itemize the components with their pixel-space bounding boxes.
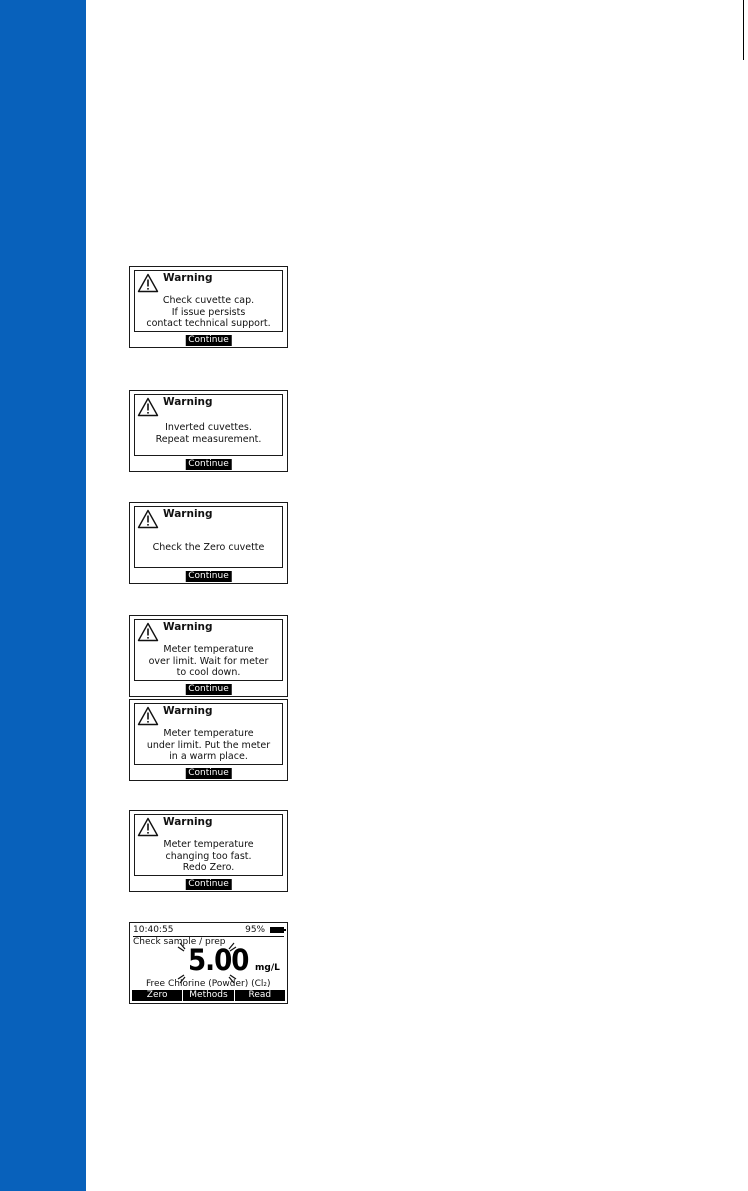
message-line: in a warm place.	[169, 751, 248, 762]
warning-triangle-icon	[137, 509, 159, 529]
message-line: under limit. Put the meter	[146, 739, 271, 751]
warning-dialog	[134, 814, 283, 876]
battery-percent: 95%	[245, 925, 266, 935]
status-bar	[133, 925, 284, 937]
side-color-band	[0, 0, 86, 1191]
reading-value: 5.00	[188, 943, 249, 977]
warning-title: Warning	[163, 396, 213, 408]
warning-dialog	[134, 270, 283, 332]
warning-dialog	[134, 619, 283, 681]
warning-screen-temp-under	[129, 699, 288, 781]
warning-dialog	[134, 506, 283, 568]
method-name: Free Chlorine (Powder) (Cl₂)	[146, 979, 271, 989]
message-line: Check the Zero cuvette	[152, 542, 265, 553]
warning-title: Warning	[163, 272, 213, 284]
warning-message	[135, 644, 282, 679]
warning-dialog	[134, 703, 283, 765]
warning-title: Warning	[163, 621, 213, 633]
warning-screen-cuvette-cap	[129, 266, 288, 348]
continue-button[interactable]: Continue	[185, 768, 231, 779]
warning-title: Warning	[163, 705, 213, 717]
warning-triangle-icon	[137, 622, 159, 642]
message-line: Inverted cuvettes.	[165, 422, 252, 433]
message-line: Meter temperature	[163, 728, 254, 739]
message-line: changing too fast.	[165, 850, 252, 862]
status-message: Check sample / prep	[133, 937, 226, 947]
clock: 10:40:55	[133, 925, 174, 935]
reading-unit: mg/L	[255, 963, 280, 973]
message-line: over limit. Wait for meter	[148, 655, 269, 667]
warning-triangle-icon	[137, 706, 159, 726]
message-line: Check cuvette cap.	[162, 295, 255, 306]
warning-title: Warning	[163, 816, 213, 828]
warning-dialog	[134, 394, 283, 456]
warning-message	[135, 728, 282, 763]
methods-softkey[interactable]: Methods	[183, 990, 233, 1001]
message-line: Repeat measurement.	[155, 433, 262, 445]
warning-triangle-icon	[137, 397, 159, 417]
warning-message	[135, 422, 282, 445]
message-line: to cool down.	[176, 667, 241, 678]
warning-screen-temp-over	[129, 615, 288, 697]
zero-softkey[interactable]: Zero	[132, 990, 182, 1001]
warning-screen-inverted-cuvettes	[129, 390, 288, 472]
message-line: Meter temperature	[163, 644, 254, 655]
softkey-bar	[132, 990, 285, 1001]
message-line: Meter temperature	[163, 839, 254, 850]
warning-message	[135, 295, 282, 330]
continue-button[interactable]: Continue	[185, 459, 231, 470]
warning-screen-zero-cuvette	[129, 502, 288, 584]
read-softkey[interactable]: Read	[235, 990, 285, 1001]
continue-button[interactable]: Continue	[185, 571, 231, 582]
continue-button[interactable]: Continue	[185, 335, 231, 346]
warning-message	[135, 839, 282, 874]
warning-triangle-icon	[137, 817, 159, 837]
warning-triangle-icon	[137, 273, 159, 293]
continue-button[interactable]: Continue	[185, 879, 231, 890]
warning-message	[135, 542, 282, 554]
message-line: If issue persists	[171, 306, 246, 318]
warning-title: Warning	[163, 508, 213, 520]
message-line: Redo Zero.	[182, 862, 235, 873]
battery-indicator	[245, 925, 284, 935]
measurement-screen	[129, 922, 288, 1004]
battery-icon	[270, 927, 284, 933]
crop-mark	[743, 0, 744, 60]
continue-button[interactable]: Continue	[185, 684, 231, 695]
warning-screen-temp-changing	[129, 810, 288, 892]
message-line: contact technical support.	[146, 318, 271, 329]
